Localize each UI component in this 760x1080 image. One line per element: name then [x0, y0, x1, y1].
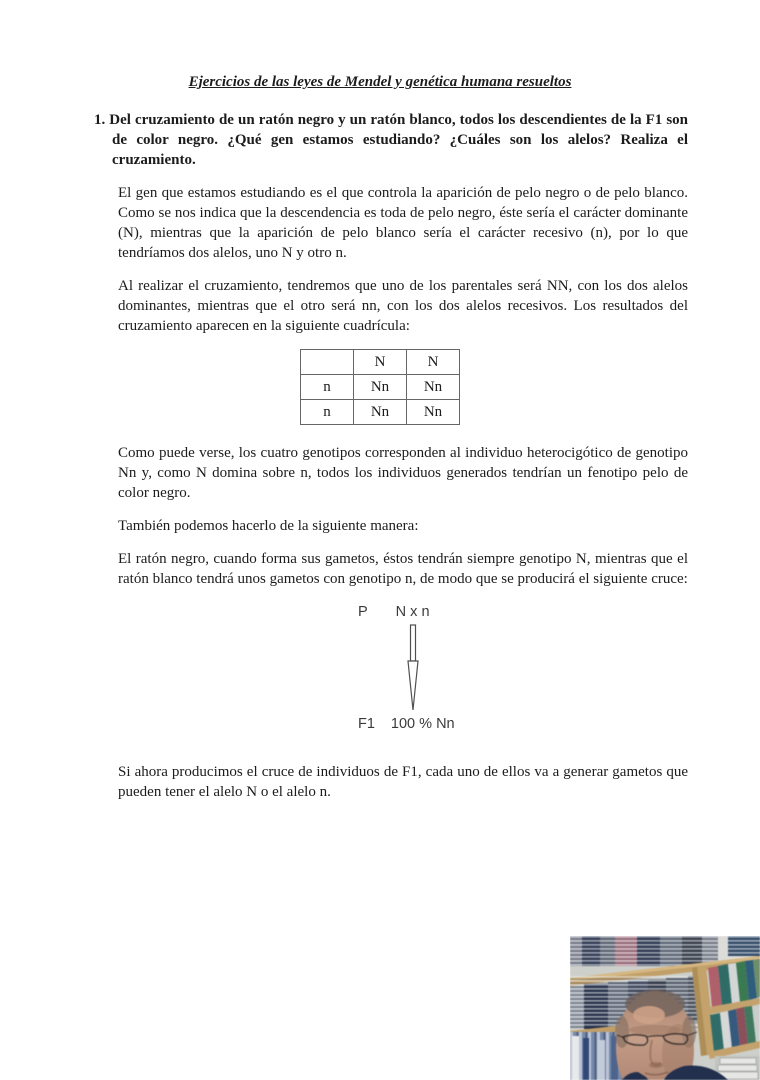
exercise-question: [94, 110, 688, 170]
parent-cross-label: N x n: [395, 604, 430, 620]
paragraph-4: También podemos hacerlo de la siguiente manera:: [118, 518, 419, 534]
paragraph-2: Al realizar el cruzamiento, tendremos que uno de los parentales será NN, con los dos alelos dominantes, mientras que el otro será nn, con los dos alelos recesivos. Los resultados del cruzamiento aparecen en la siguiente cuadrícula:: [118, 278, 688, 334]
question-text: Del cruzamiento de un ratón negro y un ratón blanco, todos los descendientes de la F1 son de color negro. ¿Qué gen estamos estudiando? ¿Cuáles son los alelos? Realiza el cruzamiento.: [109, 112, 688, 168]
punnett-cell: Nn: [354, 400, 407, 425]
parent-generation-row: [358, 602, 760, 622]
punnett-cell: Nn: [407, 375, 460, 400]
page-title: Ejercicios de las leyes de Mendel y genética humana resueltos: [188, 74, 572, 90]
punnett-cell: Nn: [407, 400, 460, 425]
table-row: [301, 350, 460, 375]
punnett-row-header: n: [301, 375, 354, 400]
down-arrow-icon: [405, 624, 421, 712]
f1-generation-row: [358, 714, 760, 734]
paragraph-3: Como puede verse, los cuatro genotipos corresponden al individuo heterocigótico de genotipo Nn y, como N domina sobre n, todos los individuos generados tendrían un fenotipo pelo de color negro.: [118, 445, 688, 501]
punnett-cell: Nn: [354, 375, 407, 400]
table-row: [301, 400, 460, 425]
parent-generation-label: P: [358, 604, 368, 620]
punnett-row-header: n: [301, 400, 354, 425]
f1-generation-label: F1: [358, 716, 375, 732]
paragraph-5: El ratón negro, cuando forma sus gametos, éstos tendrán siempre genotipo N, mientras que el ratón blanco tendrá unos gametos con genotipo n, de modo que se producirá el siguiente cruce:: [118, 551, 688, 587]
webcam-overlay: [570, 936, 760, 1080]
punnett-col-header: N: [354, 350, 407, 375]
paragraph-1: El gen que estamos estudiando es el que controla la aparición de pelo negro o de pelo blanco. Como se nos indica que la descendencia es toda de pelo negro, éste sería el carácter dominante (N), mientras que la aparición de pelo blanco sería el carácter recesivo (n), por lo que tendríamos dos alelos, uno N y otro n.: [118, 185, 688, 261]
table-row: [301, 375, 460, 400]
presenter-video: [570, 936, 760, 1080]
cross-diagram: [0, 602, 760, 734]
paragraph-6: Si ahora producimos el cruce de individuos de F1, cada uno de ellos va a generar gametos que pueden tener el alelo N o el alelo n.: [118, 764, 688, 800]
punnett-square-table: [300, 349, 460, 425]
f1-result-label: 100 % Nn: [390, 716, 455, 732]
punnett-col-header: N: [407, 350, 460, 375]
question-number: 1.: [94, 112, 106, 128]
punnett-corner-cell: [301, 350, 354, 375]
